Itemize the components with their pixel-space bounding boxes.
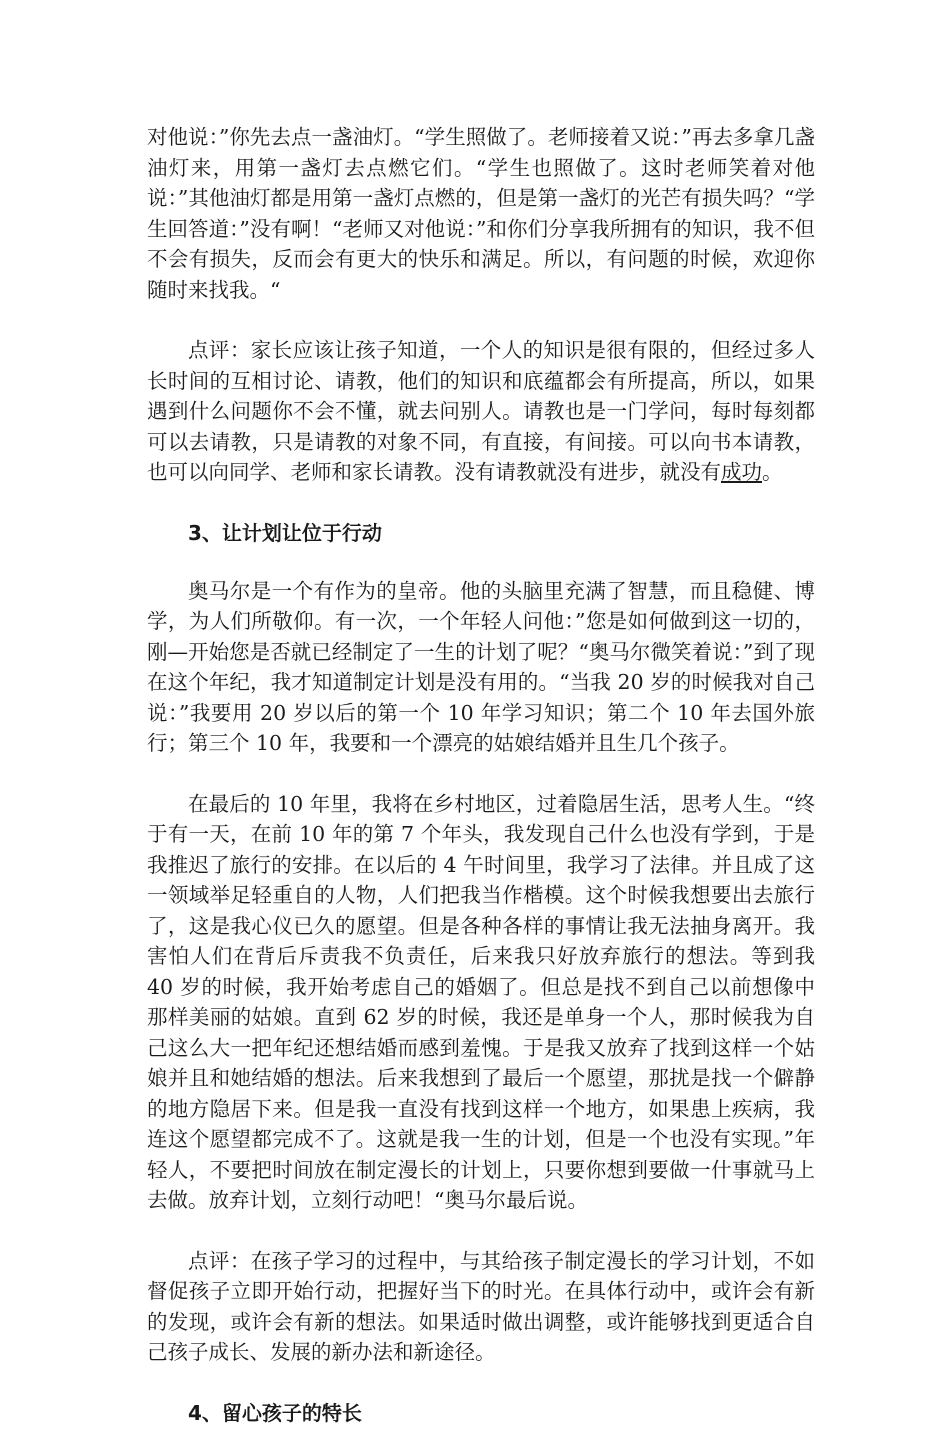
paragraph-comment-consult — [147, 335, 815, 488]
document-page — [147, 122, 815, 1456]
paragraph-omar-story-continued: 在最后的 10 年里，我将在乡村地区，过着隐居生活，思考人生。“终于有一天，在前 10 年的第 7 个年头，我发现自己什么也没有学到，于是我推迟了旅行的安排。在以后的 4 午时间里，我学习了法律。并且成了这一领域举足轻重自的人物，人们把我当作楷模。这个时候我想要出去旅行了，这是我心仪已久的愿望。但是各种各样的事情让我无法抽身离开。我害怕人们在背后斥责我不负责任，后来我只好放弃旅行的想法。等到我 40 岁的时候，我开始考虑自己的婚姻了。但总是找不到自己以前想像中那样美丽的姑娘。直到 62 岁的时候，我还是单身一个人，那时候我为自己这么大一把年纪还想结婚而感到羞愧。于是我又放弃了找到这样一个姑娘并且和她结婚的想法。后来我想到了最后一个愿望，那扰是找一个僻静的地方隐居下来。但是我一直没有找到这样一个地方，如果患上疾病，我连这个愿望都完成不了。这就是我一生的计划，但是一个也没有实现。”年轻人，不要把时间放在制定漫长的计划上，只要你想到要做一什事就马上去做。放弃计划，立刻行动吧！“奥马尔最后说。 — [147, 791, 815, 1212]
section-heading-3: 3、让计划让位于行动 — [188, 520, 382, 545]
comment-end: 。 — [762, 460, 783, 484]
section-heading-4: 4、留心孩子的特长 — [188, 1400, 362, 1425]
paragraph-comment-plan: 点评：在孩子学习的过程中，与其给孩子制定漫长的学习计划，不如督促孩子立即开始行动，把握好当下的时光。在具体行动中，或许会有新的发现，或许会有新的想法。如果适时做出调整，或许能够找到更适合自己孩子成长、发展的新办法和新途径。 — [147, 1248, 815, 1364]
success-link[interactable]: 成功 — [721, 460, 762, 484]
comment-text: 点评：家长应该让孩子知道，一个人的知识是很有限的，但经过多人长时间的互相讨论、请教，他们的知识和底蕴都会有所提高，所以，如果遇到什么问题你不会不懂，就去问别人。请教也是一门学问，每时每刻都可以去请教，只是请教的对象不同，有直接，有间接。可以向书本请教，也可以向同学、老师和家长请教。没有请教就没有进步，就没有 — [147, 338, 815, 484]
paragraph-omar-story: 奥马尔是一个有作为的皇帝。他的头脑里充满了智慧，而且稳健、博学，为人们所敬仰。有一次，一个年轻人问他：”您是如何做到这一切的，刚—开始您是否就已经制定了一生的计划了呢？“奥马尔微笑着说：”到了现在这个年纪，我才知道制定计划是没有用的。“当我 20 岁的时候我对自己说：”我要用 20 岁以后的第一个 10 年学习知识；第二个 10 年去国外旅行；第三个 10 年，我要和一个漂亮的姑娘结婚并且生几个孩子。 — [147, 578, 815, 755]
paragraph-teacher-story: 对他说：”你先去点一盏油灯。“学生照做了。老师接着又说：”再去多拿几盏油灯来，用第一盏灯去点燃它们。“学生也照做了。这时老师笑着对他说：”其他油灯都是用第一盏灯点燃的，但是第一盏灯的光芒有损失吗？“学生回答道：”没有啊！“老师又对他说：”和你们分享我所拥有的知识，我不但不会有损失，反而会有更大的快乐和满足。所以，有问题的时候，欢迎你随时来找我。“ — [147, 125, 815, 302]
